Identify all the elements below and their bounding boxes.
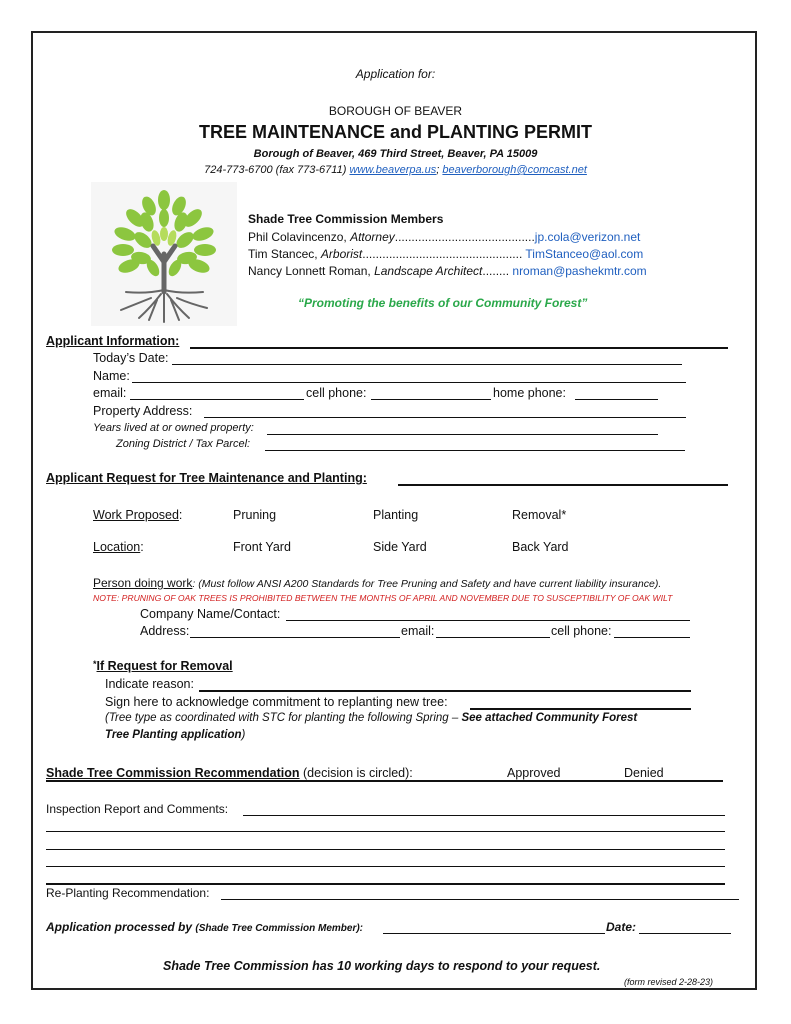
replanting-field[interactable] [221, 899, 739, 900]
oak-wilt-note: NOTE: PRUNING OF OAK TREES IS PROHIBITED BETWEEN THE MONTHS OF APRIL AND NOVEMBER DUE TO SUSCEPTIBILITY OF OAK WILT [93, 593, 673, 603]
contractor-address-field[interactable] [190, 637, 400, 638]
person-doing-work [93, 576, 661, 590]
option-planting[interactable]: Planting [373, 508, 419, 522]
approved-option[interactable]: Approved [507, 766, 561, 780]
heading-rule [398, 484, 728, 486]
colon: : [140, 540, 144, 554]
sign-field[interactable] [470, 708, 691, 710]
response-note: Shade Tree Commission has 10 working days to respond to your request. [163, 959, 601, 973]
inspection-line-3[interactable] [46, 849, 725, 850]
note-bold[interactable]: See attached Community Forest [461, 712, 638, 724]
recommendation-sub: (decision is circled): [299, 766, 413, 780]
work-proposed-text: Work Proposed [93, 508, 179, 522]
option-side-yard[interactable]: Side Yard [373, 540, 427, 554]
property-address-field[interactable] [204, 417, 686, 418]
removal-heading-text: If Request for Removal [96, 659, 233, 673]
inspection-field[interactable] [243, 815, 725, 816]
leader-dots: ........ [482, 264, 510, 278]
member-role: Attorney [350, 230, 395, 244]
form-revised: (form revised 2-28-23) [624, 977, 714, 987]
cell-phone-label: cell phone: [306, 386, 367, 400]
contact-line [0, 164, 791, 176]
processed-by-field[interactable] [383, 933, 605, 934]
borough-address: Borough of Beaver, 469 Third Street, Beaver, PA 15009 [253, 148, 538, 160]
borough-name: BOROUGH OF BEAVER [328, 104, 463, 118]
date-label: Date: [606, 920, 637, 934]
commission-heading: Shade Tree Commission Members [248, 212, 444, 226]
member-email[interactable]: jp.cola@verizon.net [534, 230, 641, 244]
years-lived-field[interactable] [267, 434, 658, 435]
request-heading: Applicant Request for Tree Maintenance and Planting: [46, 471, 367, 485]
colon: : [178, 508, 183, 522]
inspection-line-2[interactable] [46, 831, 725, 832]
contractor-address-label: Address: [140, 624, 190, 638]
applicant-info-heading: Applicant Information: [46, 334, 180, 348]
note-bold[interactable]: Tree Planting application [105, 729, 242, 741]
processed-by-text: Application processed by [46, 920, 196, 934]
website-link[interactable]: www.beaverpa.us [349, 164, 437, 176]
member-name: Tim Stancec, [248, 247, 321, 261]
option-back-yard[interactable]: Back Yard [512, 540, 569, 554]
tree-icon [91, 182, 237, 326]
todays-date-label: Today’s Date: [93, 351, 169, 365]
replanting-label: Re-Planting Recommendation: [46, 886, 210, 900]
member-row [248, 247, 643, 261]
member-email[interactable]: nroman@pashekmtr.com [512, 264, 647, 278]
name-field[interactable] [132, 382, 686, 383]
slogan: “Promoting the benefits of our Community Forest” [298, 296, 588, 310]
leader-dots: .......................................... [394, 230, 535, 244]
cell-phone-field[interactable] [371, 399, 491, 400]
recommendation-heading [46, 766, 413, 780]
heading-rule [190, 347, 728, 349]
reason-field[interactable] [199, 690, 691, 692]
name-label: Name: [93, 369, 130, 383]
inspection-line-5[interactable] [46, 883, 725, 885]
email-label: email: [93, 386, 127, 400]
member-role: Landscape Architect [374, 264, 483, 278]
removal-heading [93, 659, 233, 673]
member-email[interactable]: TimStanceo@aol.com [525, 247, 644, 261]
leader-dots: ................................................ [362, 247, 523, 261]
years-lived-label: Years lived at or owned property: [93, 422, 254, 434]
reason-label: Indicate reason: [105, 677, 194, 691]
member-role: Arborist [320, 247, 363, 261]
separator: ; [436, 164, 440, 176]
zoning-field[interactable] [265, 450, 685, 451]
recommendation-title: Shade Tree Commission Recommendation [46, 766, 300, 780]
company-label: Company Name/Contact: [140, 607, 281, 621]
location-label [93, 540, 144, 554]
form-title: TREE MAINTENANCE and PLANTING PERMIT [198, 122, 592, 142]
contractor-email-field[interactable] [436, 637, 550, 638]
phone: 724-773-6700 (fax 773-6711) [204, 164, 347, 176]
location-text: Location [93, 540, 141, 554]
person-label: Person doing work [93, 576, 193, 590]
date-field[interactable] [639, 933, 731, 934]
application-for: Application for: [355, 67, 436, 81]
processed-by-label [46, 920, 363, 934]
person-note: : (Must follow ANSI A200 Standards for Tree Pruning and Safety and have current liability insurance). [192, 578, 662, 590]
contractor-cell-field[interactable] [614, 637, 690, 638]
recommendation-rule [46, 780, 723, 782]
member-name: Nancy Lonnett Roman, [248, 264, 375, 278]
company-field[interactable] [286, 620, 690, 621]
contractor-email-label: email: [401, 624, 435, 638]
denied-option[interactable]: Denied [624, 766, 664, 780]
processed-member-text: (Shade Tree Commission Member): [195, 923, 364, 934]
removal-note-cont [105, 729, 245, 741]
member-row [248, 230, 640, 244]
tree-logo [91, 182, 237, 326]
asterisk: * [93, 659, 97, 669]
option-pruning[interactable]: Pruning [233, 508, 277, 522]
email-field[interactable] [130, 399, 304, 400]
option-front-yard[interactable]: Front Yard [233, 540, 291, 554]
sign-label: Sign here to acknowledge commitment to replanting new tree: [105, 695, 448, 709]
inspection-line-4[interactable] [46, 866, 725, 867]
property-address-label: Property Address: [93, 404, 193, 418]
member-row [248, 264, 647, 278]
inspection-label: Inspection Report and Comments: [46, 802, 229, 816]
home-phone-field[interactable] [575, 399, 658, 400]
home-phone-label: home phone: [493, 386, 566, 400]
note-end: ) [241, 729, 246, 741]
borough-email-link[interactable]: beaverborough@comcast.net [442, 164, 587, 176]
work-proposed-label [93, 508, 182, 522]
option-removal[interactable]: Removal* [512, 508, 567, 522]
todays-date-field[interactable] [172, 364, 682, 365]
member-name: Phil Colavincenzo, [248, 230, 351, 244]
contractor-cell-label: cell phone: [551, 624, 612, 638]
note-text: (Tree type as coordinated with STC for planting the following Spring – [105, 712, 462, 724]
removal-note [105, 712, 637, 724]
zoning-label: Zoning District / Tax Parcel: [116, 438, 251, 450]
